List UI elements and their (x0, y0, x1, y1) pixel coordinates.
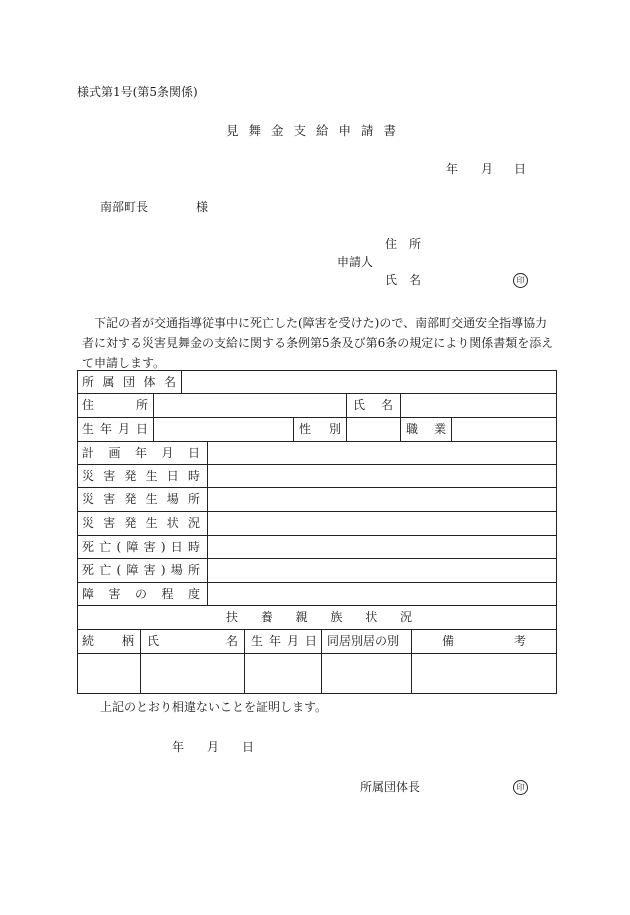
injury-degree-label: 障 害 の 程 度 (82, 587, 200, 601)
addressee: 南部町長 (100, 200, 149, 214)
signer-label: 所属団体長 (360, 780, 421, 794)
applicant-seal-mark: 印 (513, 273, 528, 288)
birthdate-label: 生 年 月 日 (82, 422, 148, 436)
planned-date-label: 計 画 年 月 日 (82, 446, 200, 460)
form-title: 見舞金支給申請書 (226, 123, 407, 138)
name-label: 氏 名 (353, 398, 393, 412)
date-year-label: 年 (446, 162, 459, 176)
applicant-name-label: 氏 名 (385, 273, 422, 287)
cert-date-day-label: 日 (242, 740, 255, 754)
dep-name-label: 氏 名 (147, 634, 238, 648)
dep-cohabit-label: 同居別居の別 (327, 634, 400, 648)
certification-statement: 上記のとおり相違ないことを証明します。 (100, 700, 328, 714)
dep-remarks-label: 備 考 (442, 634, 526, 648)
cert-date-month-label: 月 (207, 740, 220, 754)
signer-seal-mark: 印 (513, 780, 528, 795)
occupation-label: 職 業 (406, 422, 446, 436)
dependents-header: 扶 養 親 族 状 況 (226, 610, 412, 624)
affiliation-label: 所 属 団 体 名 (82, 375, 176, 389)
applicant-address-label: 住 所 (385, 237, 422, 251)
death-datetime-label: 死 亡 ( 障 害 ) 日 時 (82, 540, 200, 554)
disaster-situation-label: 災 害 発 生 状 況 (82, 516, 200, 530)
disaster-datetime-label: 災 害 発 生 日 時 (82, 469, 200, 483)
request-line-2: 者に対する災害見舞金の支給に関する条例第5条及び第6条の規定により関係書類を添え (82, 336, 554, 350)
applicant-label: 申請人 (337, 255, 374, 269)
sex-label: 性 別 (299, 422, 341, 436)
request-line-1: 下記の者が交通指導従事中に死亡した(障害を受けた)ので、南部町交通安全指導協力 (94, 316, 548, 330)
honorific: 様 (196, 200, 209, 214)
date-day-label: 日 (514, 162, 527, 176)
disaster-place-label: 災 害 発 生 場 所 (82, 492, 200, 506)
request-line-3: て申請します。 (82, 356, 166, 370)
request-paragraph (82, 313, 562, 373)
cert-date-year-label: 年 (172, 740, 185, 754)
death-place-label: 死 亡 ( 障 害 ) 場 所 (82, 563, 200, 577)
dep-birthdate-label: 生 年 月 日 (251, 634, 317, 648)
dep-relation-label: 続 柄 (82, 634, 134, 648)
date-month-label: 月 (481, 162, 494, 176)
form-number: 様式第1号(第5条関係) (77, 85, 198, 99)
address-label: 住 所 (82, 398, 148, 412)
